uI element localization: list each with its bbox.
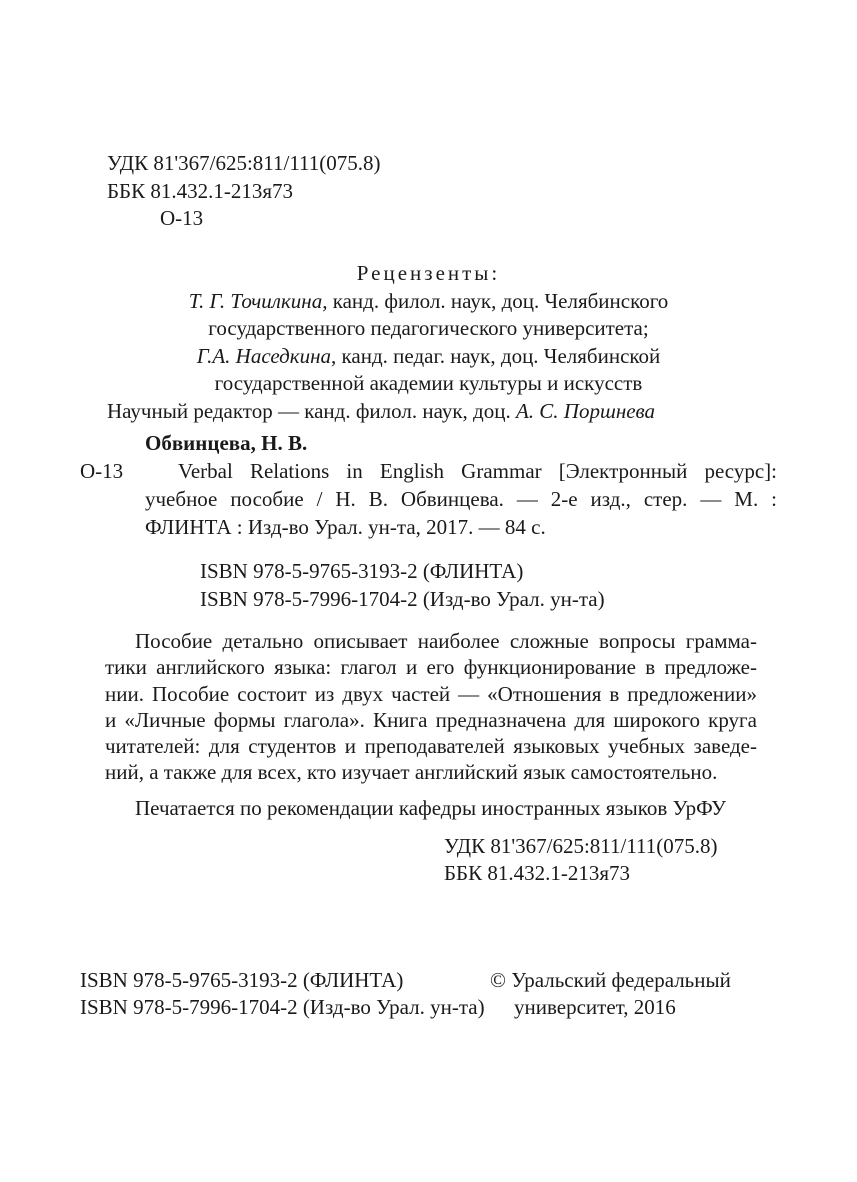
editor-name: А. С. Поршнева xyxy=(515,399,656,423)
recommendation-line: Печатается по рекомендации кафедры иностранных языков УрФУ xyxy=(135,796,726,820)
editor-prefix: Научный редактор — канд. филол. наук, доц. xyxy=(107,399,516,423)
annotation-line: ний, а также для всех, кто изучает английский язык самостоятельно. xyxy=(105,760,718,785)
footer-isbn-1: ISBN 978-5-9765-3193-2 (ФЛИНТА) xyxy=(80,968,404,992)
reviewers-heading: Рецензенты: xyxy=(356,261,501,285)
reviewer-2-name: Г.А. Наседкина xyxy=(196,344,332,368)
annotation-line: Пособие детально описывает наиболее сложные вопросы грамма- xyxy=(135,629,757,653)
bbk-code-top: ББК 81.432.1-213я73 xyxy=(107,179,294,203)
reviewer-2-credentials: , канд. педаг. наук, доц. Челябинской xyxy=(331,344,661,368)
reviewer-1-name: Т. Г. Точилкина, xyxy=(188,289,328,313)
bbk-code-bottom: ББК 81.432.1-213я73 xyxy=(444,861,631,885)
reviewer-2-line-2: государственной академии культуры и искусств xyxy=(214,371,643,395)
annotation-line: нии. Пособие состоит из двух частей — «Отношения в предложении» xyxy=(105,681,757,706)
scientific-editor-line xyxy=(107,398,655,424)
reviewer-2-line-1 xyxy=(0,343,857,369)
author-sign-top: О-13 xyxy=(160,206,204,230)
record-sign: О-13 xyxy=(80,459,124,483)
annotation-line: читателей: для студентов и преподавателей языковых учебных заведе- xyxy=(105,734,757,758)
record-isbn-2: ISBN 978-5-7996-1704-2 (Изд-во Урал. ун-та) xyxy=(200,587,605,611)
annotation xyxy=(105,628,757,786)
record-line-1: Verbal Relations in English Grammar [Электронный ресурс]: xyxy=(178,459,777,483)
copyright-line-2: университет, 2016 xyxy=(514,995,676,1019)
record-line-2: учебное пособие / Н. В. Обвинцева. — 2-е изд., стер. — М. : xyxy=(145,487,777,511)
reviewer-1-line-2: государственного педагогического университета; xyxy=(208,316,649,340)
record-author: Обвинцева, Н. В. xyxy=(145,431,308,455)
annotation-line: и «Личные формы глагола». Книга предназначена для широкого круга xyxy=(105,707,757,732)
footer-isbn-2: ISBN 978-5-7996-1704-2 (Изд-во Урал. ун-та) xyxy=(80,995,485,1019)
reviewer-1-line-1 xyxy=(0,288,857,314)
annotation-line: тики английского языка: глагол и его функционирование в предложе- xyxy=(105,655,757,680)
record-isbn-1: ISBN 978-5-9765-3193-2 (ФЛИНТА) xyxy=(200,559,524,583)
copyright-line-1: © Уральский федеральный xyxy=(490,968,731,992)
udk-code-bottom: УДК 81'367/625:811/111(075.8) xyxy=(444,834,718,858)
record-line-3: ФЛИНТА : Изд-во Урал. ун-та, 2017. — 84 с. xyxy=(145,515,546,539)
udk-code-top: УДК 81'367/625:811/111(075.8) xyxy=(107,151,381,175)
reviewer-1-credentials: канд. филол. наук, доц. Челябинского xyxy=(327,289,669,313)
